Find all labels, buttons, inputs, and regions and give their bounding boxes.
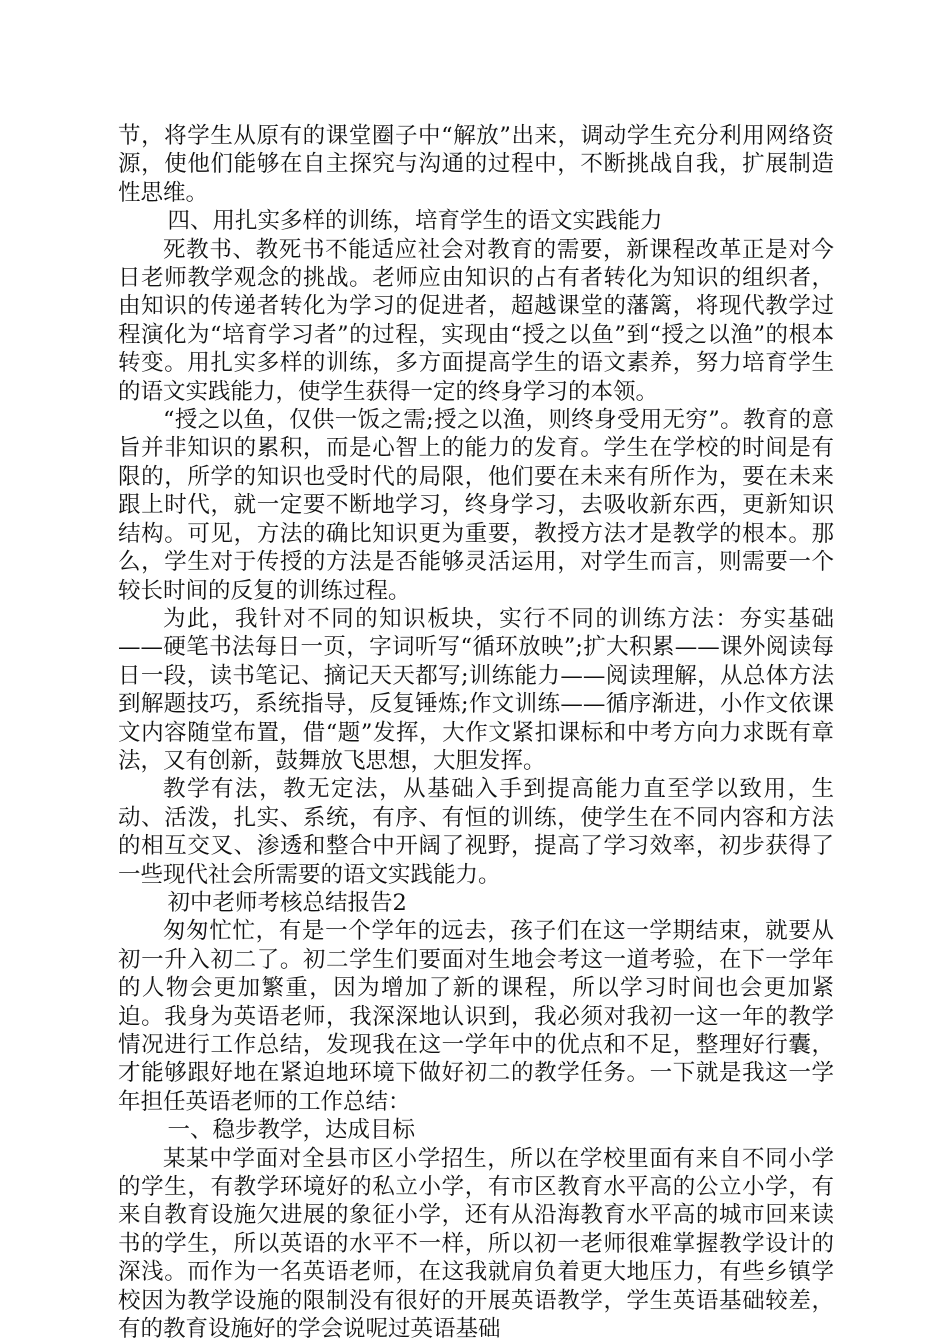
paragraph-training-methods: 为此，我针对不同的知识板块，实行不同的训练方法：夯实基础——硬笔书法每日一页，字词听写“循环放映”;扩大积累——课外阅读每日一段，读书笔记、摘记天天都写;训练能力——阅读理解，从总体方法到解题技巧，系统指导，反复锤炼;作文训练——循序渐进，小作文依课文内容随堂布置，借“题”发挥，大作文紧扣课标和中考方向力求既有章法，又有创新，鼓舞放飞思想，大胆发挥。 [118,605,834,774]
paragraph-teaching-method: 教学有法，教无定法，从基础入手到提高能力直至学以致用，生动、活泼，扎实、系统，有序、有恒的训练，使学生在不同内容和方法的相互交叉、渗透和整合中开阔了视野，提高了学习效率，初步获得了一些现代社会所需要的语文实践能力。 [118,776,834,888]
paragraph-continuation: 节，将学生从原有的课堂圈子中“解放”出来，调动学生充分利用网络资源，使他们能够在自主探究与沟通的过程中，不断挑战自我，扩展制造性思维。 [118,123,834,206]
report-title-2: 初中老师考核总结报告2 [167,889,407,916]
paragraph-school-intake: 某某中学面对全县市区小学招生，所以在学校里面有来自不同小学的学生，有教学环境好的私立小学，有市区教育水平高的公立小学，有来自教育设施欠进展的象征小学，还有从沿海教育水平高的城市回来读书的学生，所以英语的水平不一样，所以初一老师很难掌握教学设计的深浅。而作为一名英语老师，在这我就肩负着更大地压力，有些乡镇学校因为教学设施的限制没有很好的开展英语教学，学生英语基础较差，有的教育设施好的学会说呢过英语基础 [118,1145,834,1343]
section-heading-one: 一、稳步教学，达成目标 [167,1117,416,1144]
document-page [118,122,834,1343]
section-heading-four: 四、用扎实多样的训练，培育学生的语文实践能力 [167,208,663,235]
paragraph-year-summary: 匆匆忙忙，有是一个学年的远去，孩子们在这一学期结束，就要从初一升入初二了。初二学生们要面对生地会考这一道考验，在下一学年的人物会更加繁重，因为增加了新的课程，所以学习时间也会更加紧迫。我身为英语老师，我深深地认识到，我必须对我初一这一年的教学情况进行工作总结，发现我在这一学年中的优点和不足，整理好行囊，才能够跟好地在紧迫地环境下做好初二的教学任务。一下就是我这一学年担任英语老师的工作总结： [118,918,834,1115]
paragraph-teaching-concept: 死教书、教死书不能适应社会对教育的需要，新课程改革正是对今日老师教学观念的挑战。老师应由知识的占有者转化为知识的组织者，由知识的传递者转化为学习的促进者，超越课堂的藩篱，将现代教学过程演化为“培育学习者”的过程，实现由“授之以鱼”到“授之以渔”的根本转变。用扎实多样的训练，多方面提高学生的语文素养，努力培育学生的语文实践能力，使学生获得一定的终身学习的本领。 [118,236,834,405]
paragraph-teach-to-fish: “授之以鱼，仅供一饭之需;授之以渔，则终身受用无穷”。教育的意旨并非知识的累积，而是心智上的能力的发育。学生在学校的时间是有限的，所学的知识也受时代的局限，他们要在未来有所作为，要在未来跟上时代，就一定要不断地学习，终身学习，去吸收新东西，更新知识结构。可见，方法的确比知识更为重要，教授方法才是教学的根本。那么，学生对于传授的方法是否能够灵活运用，对学生而言，则需要一个较长时间的反复的训练过程。 [118,407,834,604]
